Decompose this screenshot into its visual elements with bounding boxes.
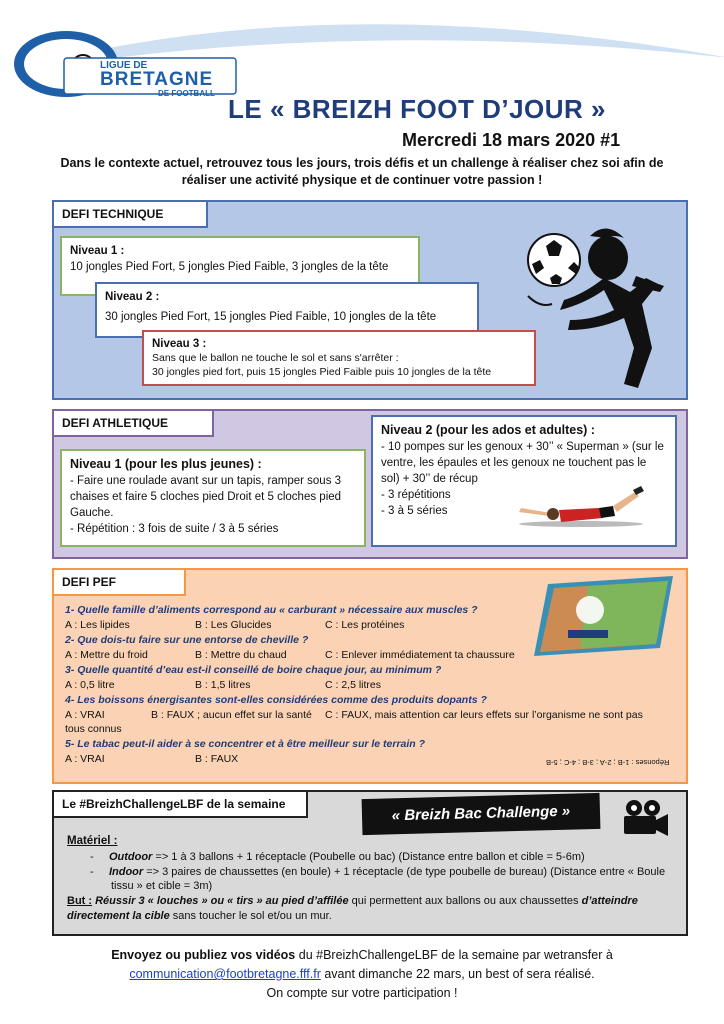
indoor-text: => 3 paires de chaussettes (en boule) + 1 réceptacle (de type poubelle de bureau) (Distance entre « Boule [143,866,666,878]
ath-level-2-series: - 3 à 5 séries [381,505,448,517]
ath-level-1-title: Niveau 1 (pour les plus jeunes) : [70,457,262,471]
q3-answer-b: B : 1,5 litres [195,679,251,691]
athletique-level-1 [60,449,366,547]
q1-answer-a: A : Les lipides [65,619,130,631]
footer-line1-b: du #BreizhChallengeLBF de la semaine par wetransfer à [295,948,613,962]
ath-level-2-rep: - 3 répétitions [381,489,451,501]
footer-line2-b: avant dimanche 22 mars, un best of sera réalisé. [320,967,595,981]
camera-icon [622,798,670,838]
level-1-title: Niveau 1 : [70,245,125,257]
indoor-label: Indoor [108,866,144,878]
ath-level-2-title: Niveau 2 (pour les ados et adultes) : [381,423,595,437]
level-2-text: 30 jongles Pied Fort, 15 jongles Pied Faible, 10 jongles de la tête [105,311,437,323]
q4-answer-c: C : FAUX, mais attention car leurs effets sur l’organisme ne sont pas [325,709,643,721]
pef-question-3: 3- Quelle quantité d’eau est-il conseillé de boire chaque jour, au minimum ? [65,664,442,676]
challenge-but [67,895,638,907]
pef-question-1: 1- Quelle famille d’aliments correspond au « carburant » nécessaire aux muscles ? [65,604,478,616]
but-line2-text: sans toucher le sol et/ou un mur. [169,910,332,922]
q3-answer-a: A : 0,5 litre [65,679,115,691]
intro-text: Dans le contexte actuel, retrouvez tous les jours, trois défis et un challenge à réaliser chez soi afin de réaliser une activité physique et de continuer votre passion ! [60,156,664,187]
but-text: qui permettent aux ballons ou aux chaussettes [348,895,582,907]
but-bold2: d’atteindre [581,895,638,907]
challenge-materiel-label: Matériel : [67,835,118,847]
q4-answer-c-cont: tous connus [65,723,122,735]
outdoor-label: Outdoor [108,851,153,863]
footballer-silhouette [520,206,680,394]
technique-level-3 [142,330,536,386]
but-line2-bold: directement la cible [67,910,170,922]
lbf-logo [8,28,240,100]
page-title: LE « BREIZH FOOT D’JOUR » [228,94,606,124]
tab-challenge: Le #BreizhChallengeLBF de la semaine [52,790,308,818]
page-date: Mercredi 18 mars 2020 #1 [402,130,621,150]
footer-line1-a: Envoyez ou publiez vos vidéos [111,948,296,962]
q3-answer-c: C : 2,5 litres [325,679,382,691]
quiz-cards-image [528,574,678,658]
level-3-line1: Sans que le ballon ne touche le sol et sans s'arrêter : [152,352,399,364]
but-bold: Réussir 3 « louches » ou « tirs » au pied d’affilée [92,895,349,907]
q1-answer-c: C : Les protéines [325,619,405,631]
pef-question-5: 5- Le tabac peut-il aider à se concentrer et à être meilleur sur le terrain ? [65,738,426,750]
level-2-title: Niveau 2 : [105,291,160,303]
indoor-text-cont: tissu » et cible = 3m) [111,880,213,892]
tab-athletique: DEFI ATHLETIQUE [52,409,214,437]
q5-answer-a: A : VRAI [65,753,105,765]
logo-line2: BRETAGNE [100,69,214,90]
tab-pef: DEFI PEF [52,568,186,596]
footer [0,946,724,1003]
superman-exercise-figure [515,484,647,528]
outdoor-text: => 1 à 3 ballons + 1 réceptacle (Poubelle ou bac) (Distance entre ballon et cible = 5-6m) [152,851,585,863]
pef-question-2: 2- Que dois-tu faire sur une entorse de cheville ? [65,634,309,646]
level-3-title: Niveau 3 : [152,338,207,350]
logo-line3: DE FOOTBALL [158,89,215,98]
footer-email-link[interactable]: communication@footbretagne.fff.fr [129,967,321,981]
q4-answer-b: B : FAUX ; aucun effet sur la santé [151,709,312,721]
level-3-line2: 30 jongles pied fort, puis 15 jongles Pied Faible puis 10 jongles de la tête [152,366,492,378]
ath-level-2-text: - 10 pompes sur les genoux + 30’’ « Superman » (sur le ventre, les épaules et les genoux ne touchent pas le sol) + 30’’ de récup [381,441,664,485]
q2-answer-c: C : Enlever immédiatement ta chaussure [325,649,515,661]
pef-answers-key: Réponses : 1-B ; 2-A ; 3-B ; 4-C ; 5-B [546,758,670,767]
pef-question-4: 4- Les boissons énergisantes sont-elles considérées comme des produits dopants ? [65,694,487,706]
footer-line3: On compte sur votre participation ! [266,986,458,1000]
tab-technique: DEFI TECHNIQUE [52,200,208,228]
q5-answer-b: B : FAUX [195,753,239,765]
ath-level-1-rep: - Répétition : 3 fois de suite / 3 à 5 séries [70,523,279,535]
challenge-outdoor: - Outdoor => 1 à 3 ballons + 1 réceptacle (Poubelle ou bac) (Distance entre ballon et cible = 5-6m) [90,851,585,863]
logo-line1: LIGUE DE [100,60,148,71]
q2-answer-a: A : Mettre du froid [65,649,148,661]
level-1-text: 10 jongles Pied Fort, 5 jongles Pied Faible, 3 jongles de la tête [70,261,389,273]
q4-answer-a: A : VRAI [65,709,105,721]
q2-answer-b: B : Mettre du chaud [195,649,287,661]
but-label: But : [67,895,93,907]
challenge-but-line2 [67,910,332,922]
ath-level-1-text: - Faire une roulade avant sur un tapis, ramper sous 3 chaises et faire 5 cloches pied Droit et 5 cloches pied Gauche. [70,475,342,519]
challenge-banner: « Breizh Bac Challenge » [362,793,601,835]
q1-answer-b: B : Les Glucides [195,619,272,631]
challenge-indoor: - Indoor => 3 paires de chaussettes (en boule) + 1 réceptacle (de type poubelle de bureau) (Distance entre « Boule [90,866,666,878]
